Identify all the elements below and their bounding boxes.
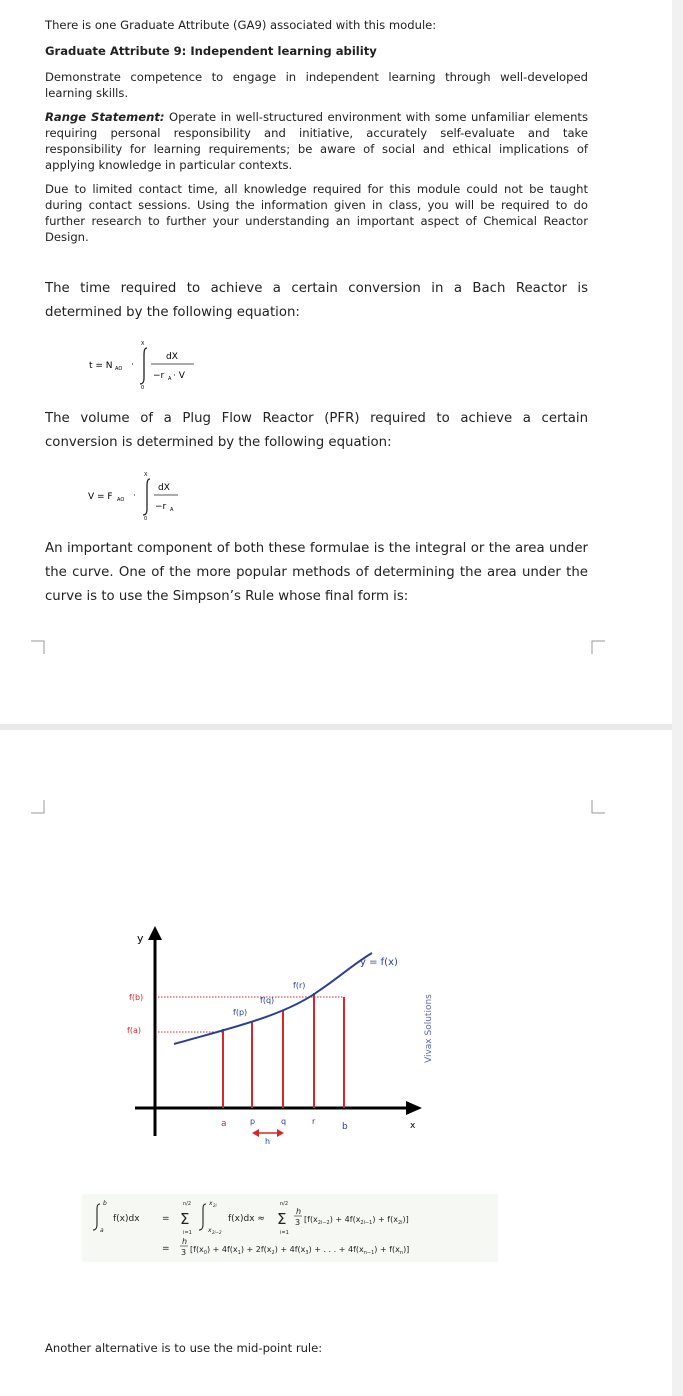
pfr-lhs-sub: AO [117, 497, 125, 503]
crop-mark-bottom-right [591, 800, 605, 814]
batch-lhs: t = N [89, 361, 113, 371]
line2-expression: [$f(x_0) + 4f(x_1) + 2f(x_2) + 4f(x_3)$ + . . . + $4f(x_{n-1}) + f(x_n)$] [190, 1245, 410, 1256]
ga-title: Graduate Attribute 9: Independent learning ability [45, 44, 377, 58]
simpson-figure [110, 920, 450, 1150]
batch-paragraph: The time required to achieve a certain conversion in a Bach Reactor is determined by the following equation: [45, 281, 588, 320]
ga-description: Demonstrate competence to engage in independent learning through well-developed learning skills. [45, 70, 588, 100]
inner-lower-sub: 2i−2 [212, 1230, 222, 1235]
x-label-p: p [250, 1117, 256, 1126]
contact-paragraph: Due to limited contact time, all knowledge required for this module could not be taught during contact sessions. Using the information given in class, you will be required to do further research to further your understanding an important aspect of Chemical Reactor Design. [45, 182, 588, 244]
inner-lower: x [208, 1227, 212, 1234]
batch-denominator: −r [153, 371, 165, 381]
pfr-equation [84, 467, 194, 527]
batch-den-tail: · V [173, 371, 185, 381]
lhs-lower: a [100, 1227, 104, 1234]
fp-label: f(p) [233, 1008, 248, 1017]
integral-paragraph: An important component of both these formulae is the integral or the area under the curve. One of the more popular methods of determining the area under the curve is to use the Simpson’s Rule whose final form is: [45, 541, 588, 604]
batch-upper: X [141, 341, 145, 347]
pfr-upper: X [144, 472, 148, 478]
x-label-r: r [312, 1117, 316, 1126]
inner-integrand: f(x)dx ≈ [228, 1214, 265, 1224]
midpoint-text: Another alternative is to use the mid-point rule: [45, 1341, 323, 1355]
crop-mark-top-left [31, 640, 45, 654]
pfr-lhs: V = F [88, 492, 113, 502]
x-axis-label: x [410, 1121, 416, 1131]
batch-dot: · [131, 360, 134, 370]
fa-label: f(a) [127, 1026, 141, 1035]
fb-label: f(b) [129, 993, 144, 1002]
x-label-q: q [281, 1117, 287, 1126]
batch-den-sub: A [168, 376, 172, 382]
crop-mark-bottom-left [31, 800, 45, 814]
range-label: Range Statement: [45, 110, 165, 124]
watermark: Vivax Solutions [424, 994, 434, 1063]
pfr-denominator: −r [155, 502, 167, 512]
sum2-top: n/2 [280, 1201, 289, 1207]
lhs-integrand: f(x)dx [113, 1214, 140, 1224]
sum1-top: n/2 [183, 1201, 192, 1207]
inner-integral-sign [199, 1204, 206, 1230]
pfr-integral-sign [143, 479, 150, 515]
pfr-numerator: dX [158, 483, 170, 493]
curve-label: y = f(x) [360, 957, 398, 968]
sum1-sigma: Σ [180, 1210, 190, 1228]
scrollbar[interactable] [672, 0, 683, 1396]
line2-h: h [182, 1237, 188, 1246]
sum1-bottom: i=1 [183, 1230, 192, 1236]
x-label-a: a [221, 1119, 227, 1129]
fq-label: f(q) [260, 996, 275, 1005]
y-axis-label: y [137, 932, 144, 945]
sum2-h: h [296, 1207, 302, 1216]
y-axis-arrow [148, 926, 162, 940]
pfr-den-sub: A [170, 507, 174, 513]
range-text: Operate in well-structured environment with some unfamiliar elements requiring personal responsibility and initiative, accurately self-evaluate and take responsibility for learning requirements; be aware of social and ethical implications of applying knowledge in particular contexts. [45, 110, 588, 172]
pfr-paragraph: The volume of a Plug Flow Reactor (PFR) required to achieve a certain conversion is determined by the following equation: [45, 411, 588, 450]
h-arrow-left [252, 1129, 259, 1137]
pfr-dot: · [133, 491, 136, 501]
sum2-three: 3 [295, 1218, 301, 1227]
h-arrow-right [277, 1129, 284, 1137]
sum2-sigma: Σ [277, 1210, 287, 1228]
simpson-formula [82, 1194, 498, 1262]
batch-lhs-sub: AO [115, 366, 123, 372]
sum2-bottom: i=1 [280, 1230, 289, 1236]
inner-upper: x [209, 1200, 213, 1207]
fr-label: f(r) [293, 981, 306, 990]
x-axis-arrow [406, 1101, 422, 1115]
batch-integral-sign [140, 348, 147, 384]
line1-bracket: $[f(x_{2i-2}) + 4f(x_{2i-1}) + f(x_{2i})]$ [304, 1215, 409, 1226]
lhs-upper: b [103, 1200, 107, 1207]
equals-1: = [162, 1214, 170, 1224]
inner-upper-sub: 2i [213, 1203, 217, 1208]
simpson-formula-box [82, 1194, 498, 1262]
line2-three: 3 [181, 1248, 187, 1257]
equals-2: = [162, 1244, 170, 1254]
lhs-integral-sign [93, 1204, 100, 1230]
batch-equation [84, 336, 214, 396]
h-label: h [265, 1137, 271, 1146]
x-label-b: b [342, 1122, 348, 1132]
crop-mark-top-right [591, 640, 605, 654]
batch-lower: 0 [141, 385, 145, 391]
pfr-lower: 0 [144, 516, 148, 522]
range-statement [45, 109, 588, 173]
ga-intro: There is one Graduate Attribute (GA9) associated with this module: [45, 18, 437, 32]
batch-numerator: dX [166, 352, 178, 362]
